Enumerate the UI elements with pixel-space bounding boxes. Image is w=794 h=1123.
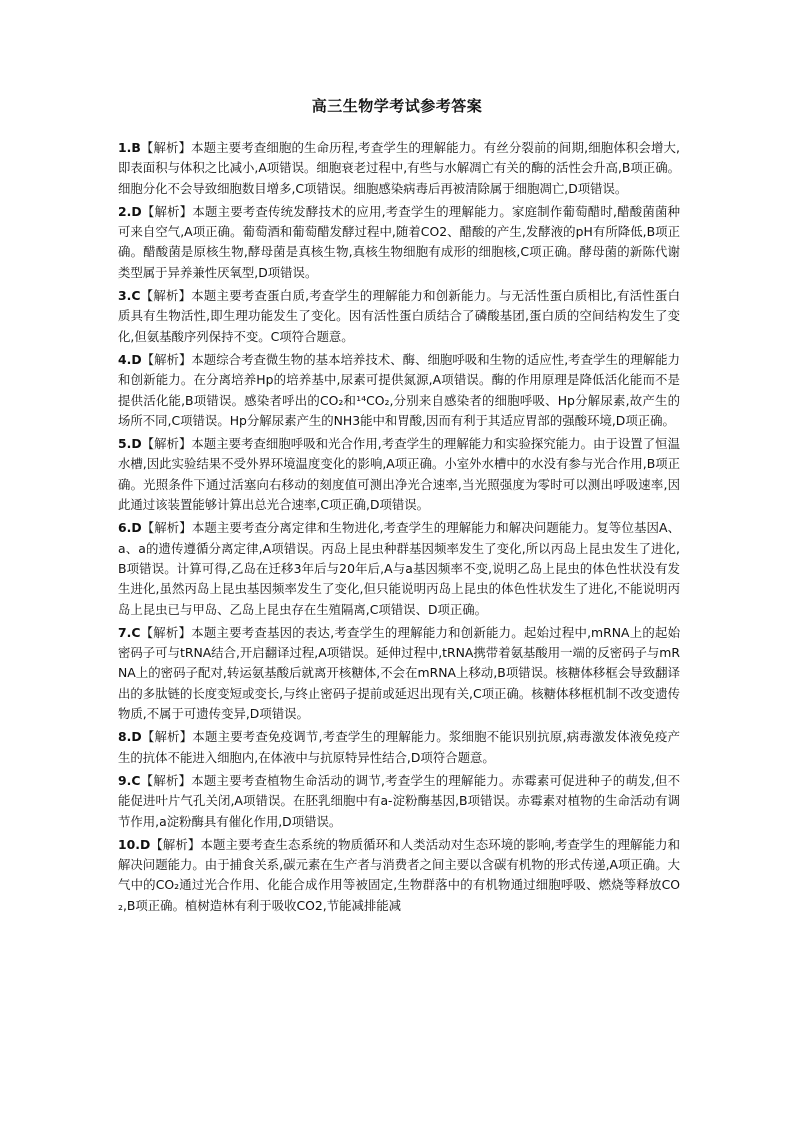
answer-text: 【解析】本题主要考查细胞呼吸和光合作用,考查学生的理解能力和实验探究能力。由于设置了恒温水槽,因此实验结果不受外界环境温度变化的影响,A项正确。小室外水槽中的水没有参与光合作用,B项正确。光照条件下通过活塞向右移动的刻度值可测出净光合速率,当光照强度为零时可以测出呼吸速率,因此通过该装置能够计算出总光合速率,C项正确,D项错误。 [118, 436, 680, 513]
answer-item [118, 771, 680, 832]
answer-list [118, 138, 680, 919]
answer-number: 1.B [118, 140, 141, 155]
page-title: 高三生物学考试参考答案 [311, 97, 483, 115]
answer-item [118, 350, 680, 431]
answer-text: 【解析】本题主要考查传统发酵技术的应用,考查学生的理解能力。家庭制作葡萄醋时,醋酸菌菌种可来自空气,A项正确。葡萄酒和葡萄醋发酵过程中,随着CO2、醋酸的产生,发酵液的pH有所降低,B项正确。醋酸菌是原核生物,酵母菌是真核生物,真核生物细胞有成形的细胞核,C项正确。酵母菌的新陈代谢类型属于异养兼性厌氧型,D项错误。 [118, 203, 680, 280]
answer-number: 7.C [118, 624, 141, 640]
answer-item [118, 138, 680, 199]
answer-item [118, 835, 680, 916]
answer-text: 【解析】本题主要考查免疫调节,考查学生的理解能力。浆细胞不能识别抗原,病毒激发体液免疫产生的抗体不能进入细胞内,在体液中与抗原特异性结合,D项符合题意。 [118, 729, 680, 765]
answer-text: 【解析】本题主要考查生态系统的物质循环和人类活动对生态环境的影响,考查学生的理解能力和解决问题能力。由于捕食关系,碳元素在生产者与消费者之间主要以含碳有机物的形式传递,A项正确。大气中的CO₂通过光合作用、化能合成作用等被固定,生物群落中的有机物通过细胞呼吸、燃烧等释放CO₂,B项正确。植树造林有利于吸收CO2,节能减排能减 [118, 836, 680, 913]
answer-number: 9.C [118, 772, 141, 788]
answer-number: 10.D [118, 836, 151, 852]
answer-number: 3.C [118, 288, 141, 304]
answer-number: 6.D [118, 520, 142, 536]
answer-item [118, 286, 680, 347]
answer-text: 【解析】本题主要考查基因的表达,考查学生的理解能力和创新能力。起始过程中,mRNA上的起始密码子可与tRNA结合,开启翻译过程,A项错误。延伸过程中,tRNA携带着氨基酸用一端的反密码子与mRNA上的密码子配对,转运氨基酸后就离开核糖体,不会在mRNA上移动,B项错误。核糖体移框会导致翻译出的多肽链的长度变短或变长,与终止密码子提前或延迟出现有关,C项正确。核糖体移框机制不改变遗传物质,不属于可遗传变异,D项错误。 [118, 624, 680, 722]
answer-item [118, 434, 680, 515]
answer-number: 4.D [118, 351, 142, 367]
answer-text: 【解析】本题综合考查微生物的基本培养技术、酶、细胞呼吸和生物的适应性,考查学生的理解能力和创新能力。在分离培养Hp的培养基中,尿素可提供氮源,A项错误。酶的作用原理是降低活化能而不是提供活化能,B项错误。感染者呼出的CO₂和¹⁴CO₂,分别来自感染者的细胞呼吸、Hp分解尿素,故产生的场所不同,C项错误。Hp分解尿素产生的NH3能中和胃酸,因而有利于其适应胃部的强酸环境,D项正确。 [118, 351, 680, 428]
answer-item [118, 202, 680, 283]
answer-item [118, 518, 680, 619]
answer-text: 【解析】本题主要考查植物生命活动的调节,考查学生的理解能力。赤霉素可促进种子的萌发,但不能促进叶片气孔关闭,A项错误。在胚乳细胞中有a-淀粉酶基因,B项错误。赤霉素对植物的生命活动有调节作用,a淀粉酶具有催化作用,D项错误。 [118, 772, 680, 829]
answer-number: 2.D [118, 203, 142, 219]
answer-item [118, 727, 680, 768]
answer-item [118, 623, 680, 724]
answer-text: 【解析】本题主要考查蛋白质,考查学生的理解能力和创新能力。与无活性蛋白质相比,有活性蛋白质具有生物活性,即生理功能发生了变化。因有活性蛋白质结合了磷酸基团,蛋白质的空间结构发生了变化,但氨基酸序列保持不变。C项符合题意。 [118, 288, 680, 344]
answer-number: 8.D [118, 729, 142, 745]
answer-text: 【解析】本题主要考查细胞的生命历程,考查学生的理解能力。有丝分裂前的间期,细胞体积会增大,即表面积与体积之比减小,A项错误。细胞衰老过程中,有些与水解凋亡有关的酶的活性会升高,B项正确。细胞分化不会导致细胞数目增多,C项错误。细胞感染病毒后再被清除属于细胞凋亡,D项错误。 [118, 140, 680, 196]
answer-text: 【解析】本题主要考查分离定律和生物进化,考查学生的理解能力和解决问题能力。复等位基因A、a、a的遗传遵循分离定律,A项错误。丙岛上昆虫种群基因频率发生了变化,所以丙岛上昆虫发生了进化,B项错误。计算可得,乙岛在迁移3年后与20年后,A与a基因频率不变,说明乙岛上昆虫的体色性状没有发生进化,虽然丙岛上昆虫基因频率发生了变化,但只能说明丙岛上昆虫的体色性状发生了进化,不能说明丙岛上昆虫已与甲岛、乙岛上昆虫存在生殖隔离,C项错误、D项正确。 [118, 520, 680, 617]
answer-number: 5.D [118, 436, 142, 452]
